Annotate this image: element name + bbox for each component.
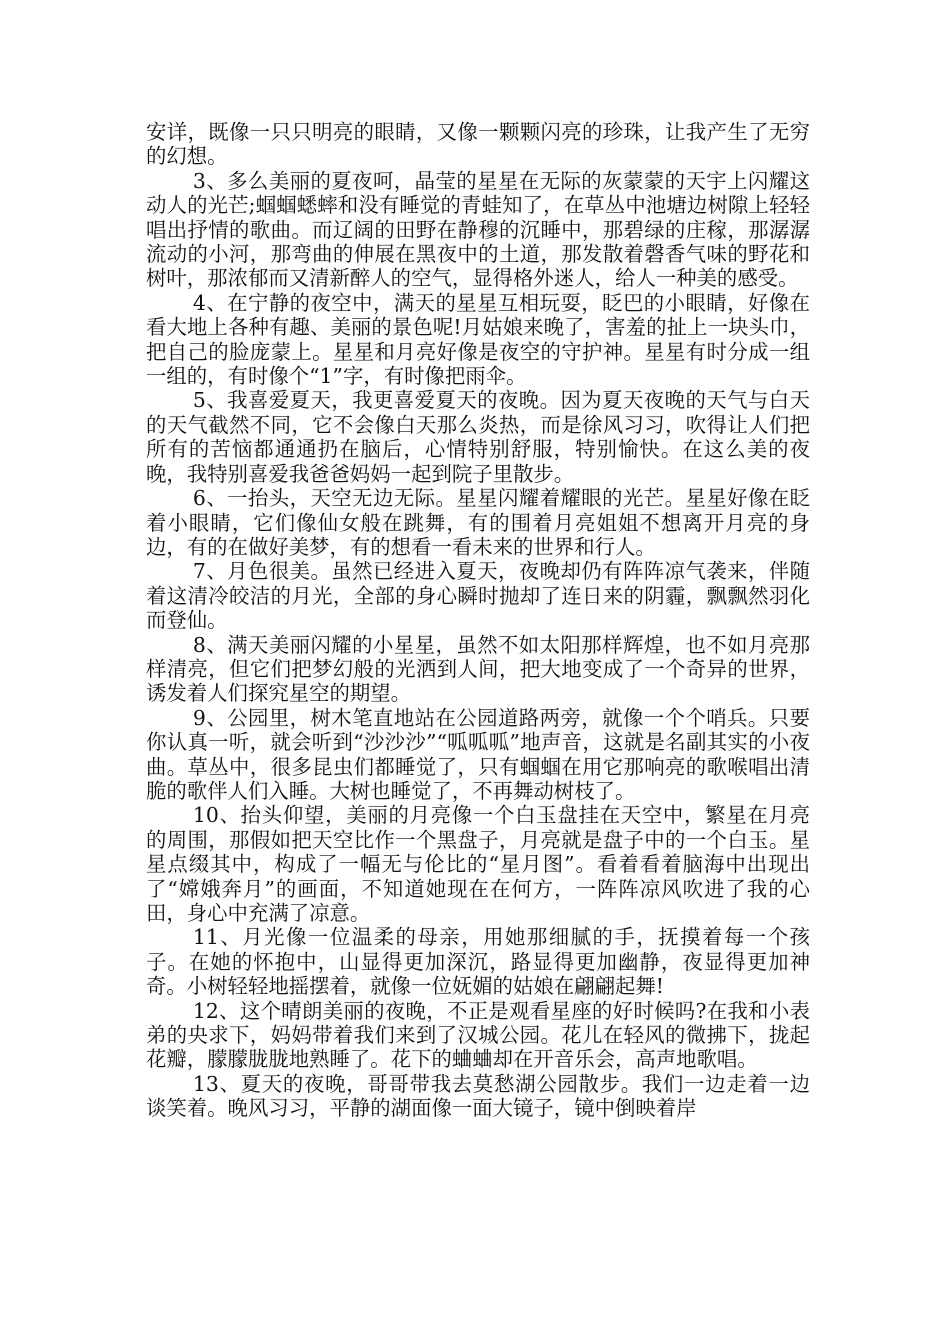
paragraph-7: 7、月色很美。虽然已经进入夏天，夜晚却仍有阵阵凉气袭来，伴随着这清冷皎洁的月光，全部的身心瞬时抛却了连日来的阴霾，飘飘然羽化而登仙。 — [146, 559, 810, 633]
paragraph-10: 10、抬头仰望，美丽的月亮像一个白玉盘挂在天空中，繁星在月亮的周围，那假如把天空比作一个黑盘子，月亮就是盘子中的一个白玉。星星点缀其中，构成了一幅无与伦比的“星月图”。看着看着脑海中出现出了“嫦娥奔月”的画面，不知道她现在在何方，一阵阵凉风吹进了我的心田，身心中充满了凉意。 — [146, 803, 810, 925]
paragraph-8: 8、满天美丽闪耀的小星星，虽然不如太阳那样辉煌，也不如月亮那样清亮，但它们把梦幻般的光洒到人间，把大地变成了一个奇异的世界，诱发着人们探究星空的期望。 — [146, 632, 810, 706]
paragraph-3: 3、多么美丽的夏夜呵，晶莹的星星在无际的灰蒙蒙的天宇上闪耀这动人的光芒;蝈蝈蟋蟀和没有睡觉的青蛙知了，在草丛中池塘边树隙上轻轻唱出抒情的歌曲。而辽阔的田野在静穆的沉睡中，那碧绿的庄稼，那潺潺流动的小河，那弯曲的伸展在黑夜中的土道，那发散着磬香气味的野花和树叶，那浓郁而又清新醉人的空气，显得格外迷人，给人一种美的感受。 — [146, 168, 810, 291]
paragraph-11: 11、月光像一位温柔的母亲，用她那细腻的手，抚摸着每一个孩子。在她的怀抱中，山显得更加深沉，路显得更加幽静，夜显得更加神奇。小树轻轻地摇摆着，就像一位妩媚的姑娘在翩翩起舞! — [146, 925, 810, 999]
paragraph-6: 6、一抬头，天空无边无际。星星闪耀着耀眼的光芒。星星好像在眨着小眼睛，它们像仙女般在跳舞，有的围着月亮姐姐不想离开月亮的身边，有的在做好美梦，有的想看一看未来的世界和行人。 — [146, 486, 810, 559]
paragraph-12: 12、这个晴朗美丽的夜晚，不正是观看星座的好时候吗?在我和小表弟的央求下，妈妈带着我们来到了汉城公园。花儿在轻风的微拂下，拢起花瓣，朦朦胧胧地熟睡了。花下的蛐蛐却在开音乐会，高声地歌唱。 — [146, 998, 810, 1072]
paragraph-13: 13、夏天的夜晚，哥哥带我去莫愁湖公园散步。我们一边走着一边谈笑着。晚风习习，平静的湖面像一面大镜子，镜中倒映着岸 — [146, 1071, 810, 1121]
document-page — [146, 120, 810, 1121]
paragraph-4: 4、在宁静的夜空中，满天的星星互相玩耍，眨巴的小眼睛，好像在看大地上各种有趣、美丽的景色呢!月姑娘来晚了，害羞的扯上一块头巾，把自己的脸庞蒙上。星星和月亮好像是夜空的守护神。星星有时分成一组一组的，有时像个“1”字，有时像把雨伞。 — [146, 290, 810, 389]
paragraph-9: 9、公园里，树木笔直地站在公园道路两旁，就像一个个哨兵。只要你认真一听，就会听到“沙沙沙”“呱呱呱”地声音，这就是名副其实的小夜曲。草丛中，很多昆虫们都睡觉了，只有蝈蝈在用它那响亮的歌喉唱出清脆的歌伴人们入睡。大树也睡觉了，不再舞动树枝了。 — [146, 705, 810, 803]
paragraph-continuation: 安详，既像一只只明亮的眼睛，又像一颗颗闪亮的珍珠，让我产生了无穷的幻想。 — [146, 120, 810, 169]
paragraph-5: 5、我喜爱夏天，我更喜爱夏天的夜晚。因为夏天夜晚的天气与白天的天气截然不同，它不会像白天那么炎热，而是徐风习习，吹得让人们把所有的苦恼都通通扔在脑后，心情特别舒服，特别愉快。在这么美的夜晚，我特别喜爱我爸爸妈妈一起到院子里散步。 — [146, 388, 810, 486]
